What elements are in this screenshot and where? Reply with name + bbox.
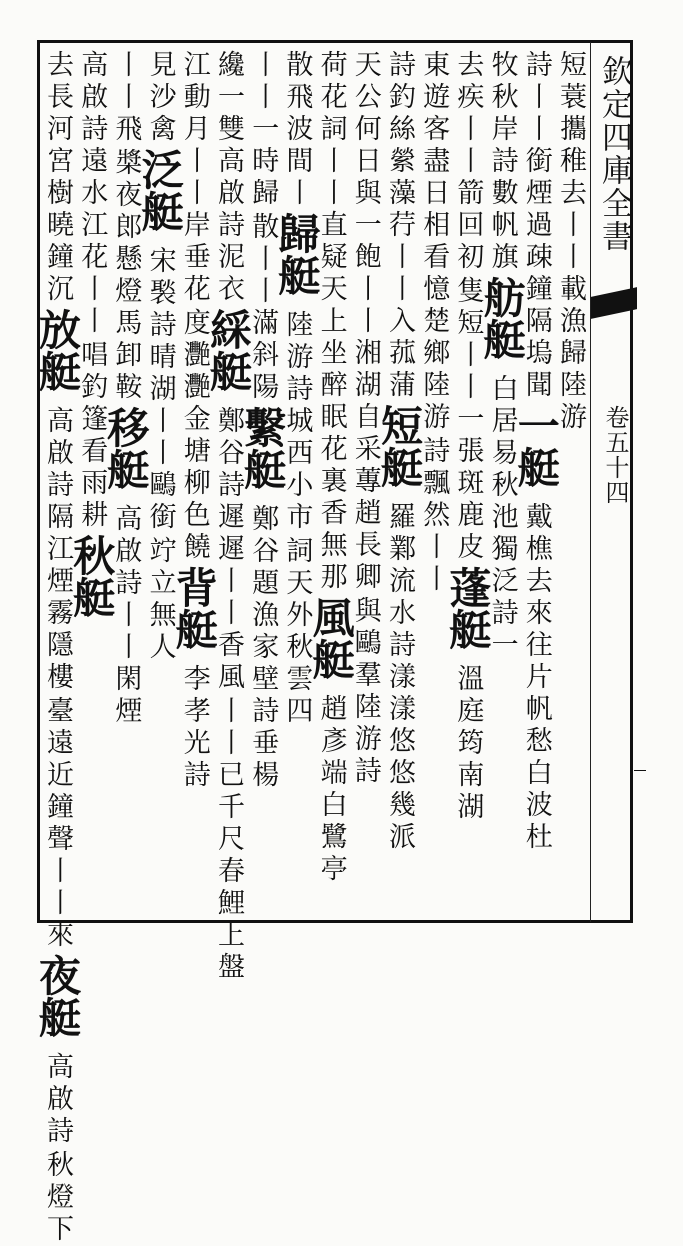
column-text: 高啟詩隔江煙霧隱樓 [42,406,73,694]
column-text: 秋燈下 [42,1150,73,1246]
column-text: 高啟詩丨丨閑煙 [110,504,142,728]
text-column [204,50,253,984]
column-text: 江動月丨丨岸垂花 [178,50,210,306]
text-column [348,50,382,918]
column-text: 隻短丨丨一張斑鹿皮 [452,276,484,564]
entry-heading: 秋艇 [67,534,117,618]
column-text: 戴樵去來往片帆愁白波杜 [520,502,552,854]
column-text: 詩丨丨銜煙過疎鐘隔塢聞 [520,50,552,402]
column-text: 荷花詞丨丨直疑天上坐醉眠花裏香無那 [315,50,347,594]
text-column [101,50,151,918]
column-text: 李孝光詩 [178,664,210,792]
column-text: 散飛波間丨 [281,50,313,210]
entry-heading: 蓬艇 [443,566,493,650]
column-text: 詩飄然丨丨 [418,436,450,596]
column-text: 趙彥端白鷺亭 [315,694,347,886]
column-text: 詞天外秋雲四 [281,536,313,728]
column-text: 羅鄴流水詩漾漾悠悠幾派 [384,502,415,854]
margin-tick [634,770,646,771]
text-column [477,50,527,918]
column-text: 見沙禽 [144,50,176,146]
entry-heading: 放艇 [33,308,82,392]
column-text: 去長河宮樹曉鐘沉 [42,50,73,306]
column-text: 去疾丨丨箭回初 [452,50,484,274]
text-column [511,50,561,918]
text-column [443,50,493,918]
column-text: 詩釣絲縈藻荇丨丨入菰蒲 [384,50,415,402]
column-text: 短蓑攜稚去丨丨載漁歸陸游 [555,50,586,434]
column-text: 高啟詩遠水江花丨丨 [76,50,108,338]
column-text: 陸游詩城西小市 [281,310,313,534]
entry-heading: 背艇 [169,566,219,650]
entry-heading: 移艇 [101,406,151,490]
entry-heading: 泛艇 [135,148,185,232]
column-text: 纔一雙高啟詩泥衣 [213,50,244,306]
entry-heading: 一艇 [511,404,561,488]
column-text: 丨丨已千尺春鯉上盤 [213,696,244,984]
entry-heading: 綵艇 [204,308,253,392]
column-text: 鄭谷題漁家壁詩垂楊 [247,504,279,792]
entry-heading: 短艇 [375,404,424,488]
column-text: 白居易秋池獨泛詩一 [486,374,518,662]
column-text: 天公何日與一飽丨丨湘湖自采蓴趙長卿 [349,50,381,594]
entry-heading: 夜艇 [33,954,82,1038]
entry-heading: 風艇 [306,596,356,680]
column-text: 唱釣篷看雨耕 [76,340,108,532]
column-text: 丨丨一時歸 [247,50,279,210]
column-text: 竚立無人 [144,536,176,664]
column-text: 宋褧詩晴湖丨丨鷗銜 [144,246,176,534]
entry-heading: 繫艇 [238,406,288,490]
text-column [238,50,288,918]
volume-number: 卷五十四 [601,405,629,505]
book-title: 欽定四庫全書 [596,55,632,253]
text-column [306,50,356,918]
column-text: 牧秋岸詩數帆旗 [486,50,518,274]
entry-heading: 歸艇 [272,212,322,296]
column-text: 槳夜郎懸燈馬卸鞍 [110,148,142,404]
text-column [375,50,424,918]
text-column [67,50,117,918]
text-column [33,50,82,1246]
column-text: 高啟詩 [42,1052,73,1148]
column-text: 丨丨飛 [110,50,142,146]
column-text: 溫庭筠南湖 [452,664,484,824]
column-text: 東遊客盡日相看憶楚鄉陸游 [418,50,450,434]
column-text: 臺遠近鐘聲丨丨來 [42,696,73,952]
entry-heading: 舫艇 [477,276,527,360]
column-text: 度灧灧金塘柳色饒 [178,308,210,564]
column-text: 散丨丨滿斜陽 [247,212,279,404]
column-text: 與鷗羣陸游詩 [349,596,381,788]
column-text: 鄭谷詩遲遲丨丨香風 [213,406,244,694]
